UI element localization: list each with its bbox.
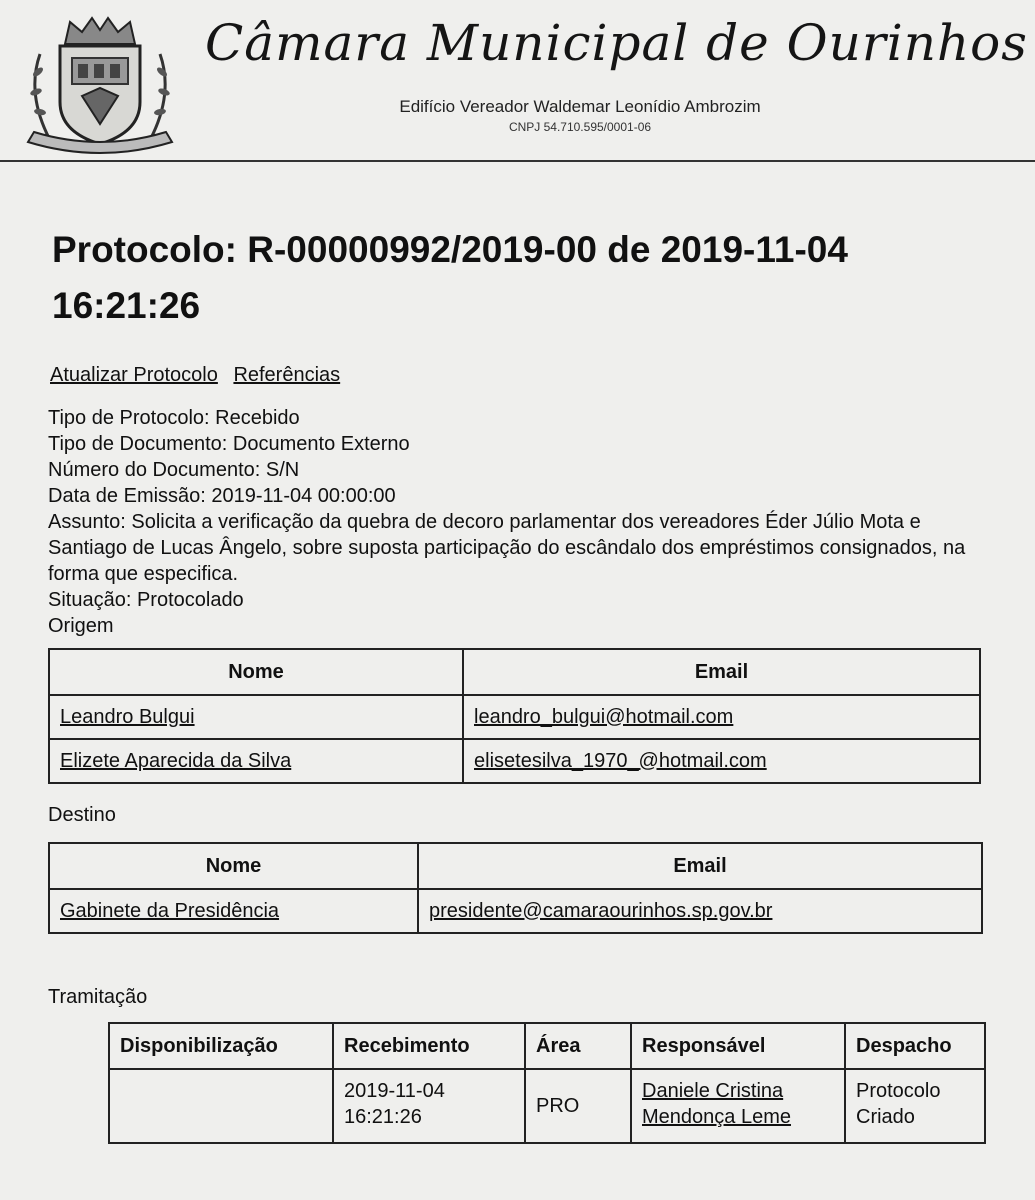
destination-name-link[interactable]: Gabinete da Presidência [60, 899, 280, 922]
column-header-disponibilizacao: Disponibilização [109, 1023, 333, 1069]
origin-name-link[interactable]: Elizete Aparecida da Silva [60, 749, 292, 772]
update-protocol-link[interactable]: Atualizar Protocolo [50, 364, 218, 386]
destination-label: Destino [48, 804, 116, 826]
table-row [49, 889, 982, 933]
table-row [49, 739, 980, 783]
origin-name-link[interactable]: Leandro Bulgui [60, 705, 195, 728]
document-type: Tipo de Documento: Documento Externo [48, 433, 410, 455]
tramitacao-table [108, 1022, 986, 1144]
table-row [109, 1069, 985, 1143]
origin-email-cell [463, 739, 980, 783]
table-header-row [49, 649, 980, 695]
issue-date: Data de Emissão: 2019-11-04 00:00:00 [48, 485, 396, 507]
column-header-name: Nome [49, 843, 418, 889]
destination-email-link[interactable]: presidente@camaraourinhos.sp.gov.br [429, 899, 773, 922]
column-header-responsavel: Responsável [631, 1023, 845, 1069]
subject: Assunto: Solicita a verificação da quebra de decoro parlamentar dos vereadores Éder Júlio Mota e Santiago de Lucas Ângelo, sobre suposta participação do escândalo dos empréstimos consignados, na forma que especifica. [48, 511, 966, 585]
column-header-name: Nome [49, 649, 463, 695]
cnpj-number: CNPJ 54.710.595/0001-06 [508, 120, 652, 134]
protocol-type: Tipo de Protocolo: Recebido [48, 407, 300, 429]
destination-name-cell [49, 889, 418, 933]
origin-table [48, 648, 981, 784]
document-number: Número do Documento: S/N [48, 459, 300, 481]
column-header-email: Email [463, 649, 980, 695]
origin-email-cell [463, 695, 980, 739]
column-header-email: Email [418, 843, 982, 889]
building-name: Edifício Vereador Waldemar Leonídio Ambrozim [399, 97, 761, 116]
tramitacao-label: Tramitação [48, 986, 148, 1008]
origin-email-link[interactable]: elisetesilva_1970_@hotmail.com [474, 749, 767, 772]
action-links [50, 364, 350, 387]
protocol-details [48, 405, 968, 639]
disponibilizacao-cell [109, 1069, 333, 1143]
table-row [49, 695, 980, 739]
responsavel-link[interactable]: Daniele Cristina Mendonça Leme [642, 1080, 791, 1128]
origin-email-link[interactable]: leandro_bulgui@hotmail.com [474, 705, 734, 728]
municipal-coat-of-arms-icon [20, 14, 180, 164]
table-header-row [109, 1023, 985, 1069]
origin-label: Origem [48, 615, 114, 637]
column-header-despacho: Despacho [845, 1023, 985, 1069]
column-header-area: Área [525, 1023, 631, 1069]
origin-name-cell [49, 739, 463, 783]
area-cell: PRO [525, 1069, 631, 1143]
table-header-row [49, 843, 982, 889]
responsavel-cell [631, 1069, 845, 1143]
destination-table [48, 842, 983, 934]
protocol-title: Protocolo: R-00000992/2019-00 de 2019-11-04 16:21:26 [52, 229, 848, 326]
recebimento-cell: 2019-11-04 16:21:26 [333, 1069, 525, 1143]
header-divider [0, 160, 1035, 162]
origin-name-cell [49, 695, 463, 739]
chamber-title: Câmara Municipal de Ourinhos [205, 14, 1028, 72]
references-link[interactable]: Referências [233, 364, 341, 386]
despacho-cell: Protocolo Criado [845, 1069, 985, 1143]
column-header-recebimento: Recebimento [333, 1023, 525, 1069]
destination-email-cell [418, 889, 982, 933]
status: Situação: Protocolado [48, 589, 244, 611]
letterhead [0, 0, 1035, 172]
